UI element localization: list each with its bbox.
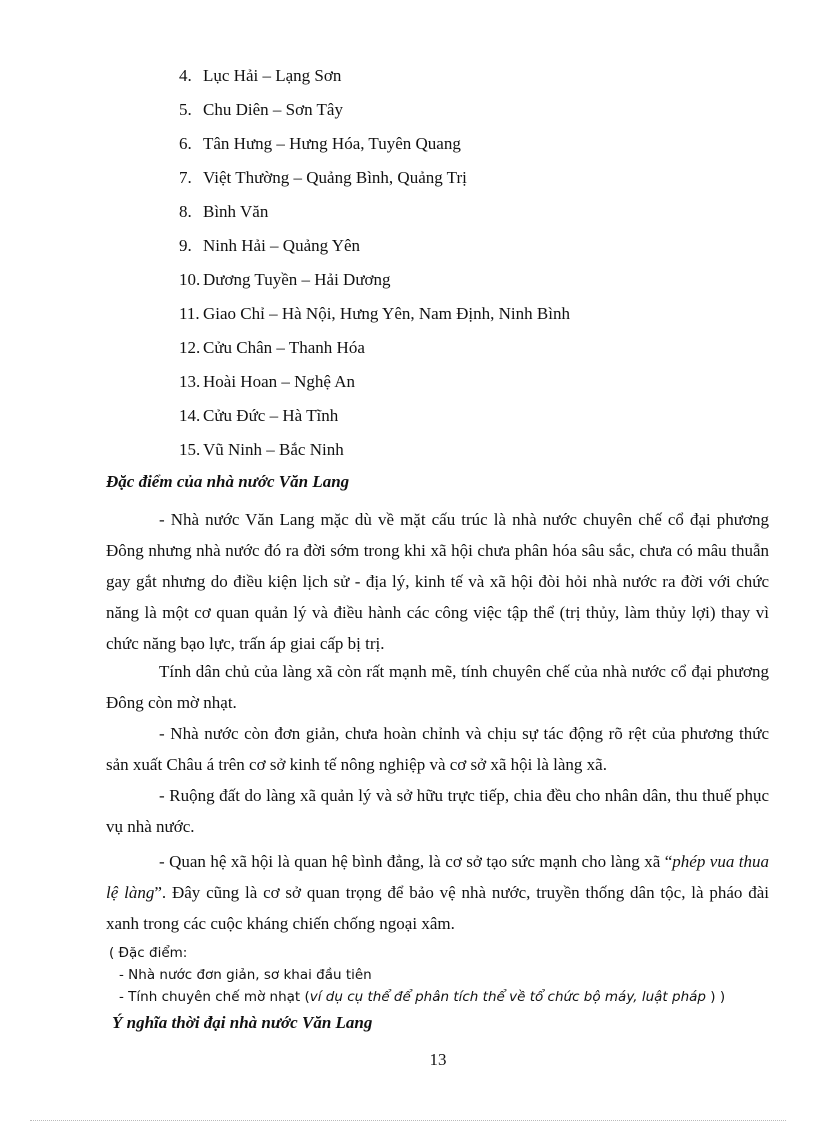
paragraph-quote: phép vua thua lệ làng bbox=[106, 852, 769, 902]
page-number: 13 bbox=[429, 1050, 447, 1069]
list-item-text: Vũ Ninh – Bắc Ninh bbox=[203, 440, 344, 459]
list-item-text: Ninh Hải – Quảng Yên bbox=[203, 236, 361, 255]
list-item bbox=[179, 300, 570, 334]
list-item bbox=[179, 198, 570, 232]
list-item-text: Cửu Chân – Thanh Hóa bbox=[203, 338, 365, 357]
list-item-number: 13. bbox=[179, 372, 201, 391]
list-item-text: Hoài Hoan – Nghệ An bbox=[203, 372, 356, 391]
list-item bbox=[179, 436, 570, 470]
list-item-number: 8. bbox=[179, 202, 192, 221]
list-item-text: Giao Chỉ – Hà Nội, Hưng Yên, Nam Định, Ninh Bình bbox=[203, 304, 570, 323]
list-item-number: 15. bbox=[179, 440, 201, 459]
list-item-text: Chu Diên – Sơn Tây bbox=[203, 100, 343, 119]
notes-text: - Tính chuyên chế mờ nhạt ( bbox=[119, 989, 310, 1005]
list-item-text: Tân Hưng – Hưng Hóa, Tuyên Quang bbox=[203, 134, 461, 153]
list-item bbox=[179, 402, 570, 436]
notes-line bbox=[109, 986, 725, 1008]
notes-block bbox=[109, 942, 725, 1008]
list-item-text: Cửu Đức – Hà Tĩnh bbox=[203, 406, 339, 425]
list-item-text: Việt Thường – Quảng Bình, Quảng Trị bbox=[203, 168, 467, 187]
list-item bbox=[179, 334, 570, 368]
list-item-text: Bình Văn bbox=[203, 202, 269, 221]
list-item bbox=[179, 232, 570, 266]
notes-line: - Nhà nước đơn giản, sơ khai đầu tiên bbox=[119, 967, 372, 983]
paragraph: - Nhà nước còn đơn giản, chưa hoàn chỉnh và chịu sự tác động rõ rệt của phương thức sản xuất Châu á trên cơ sở kinh tế nông nghiệp và cơ sở xã hội là làng xã. bbox=[106, 724, 769, 774]
paragraph: - Nhà nước Văn Lang mặc dù về mặt cấu trúc là nhà nước chuyên chế cổ đại phương Đông nhưng nhà nước đó ra đời sớm trong khi xã hội chưa phân hóa sâu sắc, chưa có mâu thuẫn gay gắt nhưng do điều kiện lịch sử - địa lý, kinh tế và xã hội đòi hỏi nhà nước ra đời với chức năng là một cơ quan quản lý và điều hành các công việc tập thể (trị thủy, làm thủy lợi) thay vì chức năng bạo lực, trấn áp giai cấp bị trị. bbox=[106, 510, 769, 653]
paragraph-text: ”. Đây cũng là cơ sở quan trọng để bảo vệ nhà nước, truyền thống dân tộc, là pháo đài xanh trong các cuộc kháng chiến chống ngoại xâm. bbox=[106, 883, 769, 933]
list-item-number: 4. bbox=[179, 66, 192, 85]
list-item-number: 6. bbox=[179, 134, 192, 153]
section-heading-significance: Ý nghĩa thời đại nhà nước Văn Lang bbox=[112, 1013, 373, 1032]
list-item-number: 12. bbox=[179, 338, 201, 357]
paragraph: - Ruộng đất do làng xã quản lý và sở hữu trực tiếp, chia đều cho nhân dân, thu thuế phục vụ nhà nước. bbox=[106, 786, 769, 836]
list-item bbox=[179, 130, 570, 164]
list-item-number: 14. bbox=[179, 406, 201, 425]
paragraph-text: - Quan hệ xã hội là quan hệ bình đẳng, là cơ sở tạo sức mạnh cho làng xã “ bbox=[159, 852, 673, 871]
notes-title: ( Đặc điểm: bbox=[109, 945, 188, 961]
list-item-number: 11. bbox=[179, 304, 200, 323]
notes-text: ) ) bbox=[705, 989, 726, 1005]
list-item bbox=[179, 62, 570, 96]
list-item bbox=[179, 368, 570, 402]
list-item bbox=[179, 96, 570, 130]
notes-italic: ví dụ cụ thể để phân tích thể về tổ chức bộ máy, luật pháp bbox=[309, 989, 706, 1005]
list-item-number: 5. bbox=[179, 100, 192, 119]
paragraph: Tính dân chủ của làng xã còn rất mạnh mẽ, tính chuyên chế của nhà nước cổ đại phương Đông còn mờ nhạt. bbox=[106, 662, 769, 712]
list-item-number: 9. bbox=[179, 236, 192, 255]
district-list bbox=[179, 62, 570, 470]
section-heading-features: Đặc điểm của nhà nước Văn Lang bbox=[106, 472, 350, 491]
list-item bbox=[179, 266, 570, 300]
list-item-text: Dương Tuyền – Hải Dương bbox=[203, 270, 391, 289]
list-item-number: 7. bbox=[179, 168, 192, 187]
list-item-number: 10. bbox=[179, 270, 201, 289]
list-item bbox=[179, 164, 570, 198]
list-item-text: Lục Hải – Lạng Sơn bbox=[203, 66, 342, 85]
paragraph bbox=[106, 846, 769, 939]
page-divider bbox=[30, 1120, 786, 1121]
